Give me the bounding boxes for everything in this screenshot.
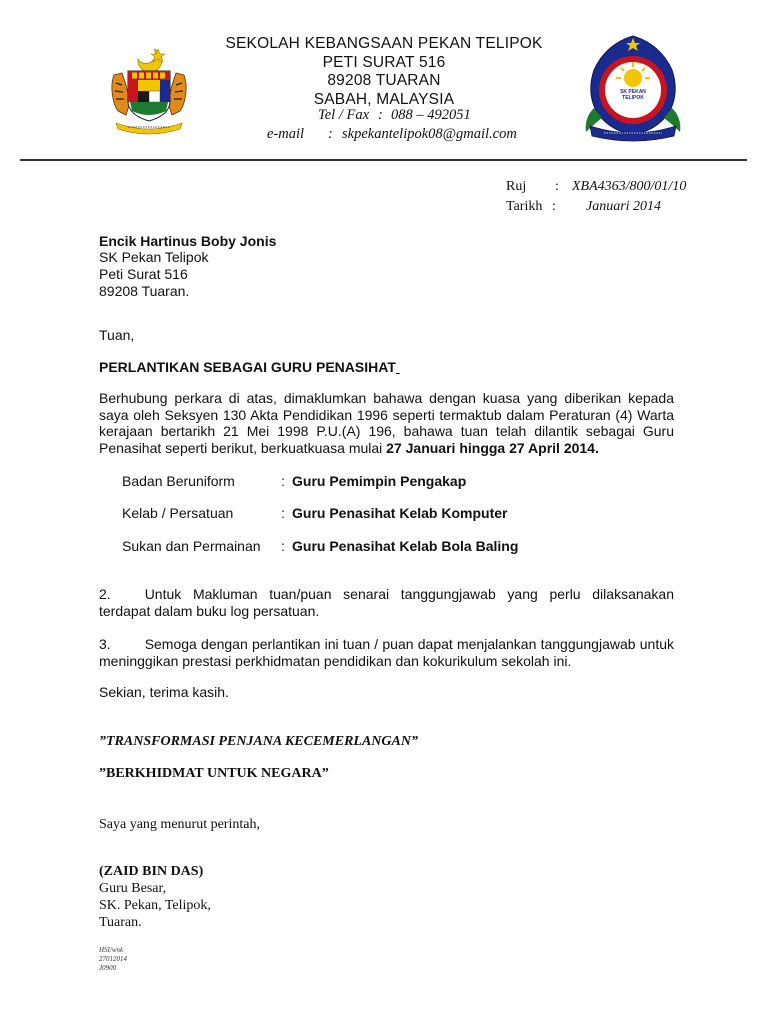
recipient-line-2: Peti Surat 516 (99, 266, 188, 282)
email-address: skpekantelipok08@gmail.com (342, 126, 517, 142)
appointment-label: Sukan dan Permainan (122, 538, 261, 554)
recipient-line-3: 89208 Tuaran. (99, 283, 190, 299)
signature-intro: Saya yang menurut perintah, (99, 817, 260, 832)
footer-ref-2: 27012014 (99, 955, 127, 963)
appointment-separator: : (281, 538, 285, 554)
appointment-separator: : (281, 473, 285, 489)
signatory-title: Guru Besar, (99, 881, 167, 896)
footer-ref-3: J0900 (99, 964, 117, 972)
tarikh-label: Tarikh (506, 199, 543, 214)
appointment-value: Guru Penasihat Kelab Bola Baling (292, 538, 519, 554)
school-crest-text: SK PEKAN TELIPOK (620, 89, 646, 101)
email-separator: : (328, 126, 333, 142)
tel-separator: : (378, 107, 383, 123)
slogan-transformasi: ”TRANSFORMASI PENJANA KECEMERLANGAN” (99, 734, 418, 749)
appointment-separator: : (281, 505, 285, 521)
signatory-school: SK. Pekan, Telipok, (99, 898, 211, 913)
address-line-2: 89208 TUARAN (327, 72, 441, 89)
recipient-line-1: SK Pekan Telipok (99, 249, 209, 265)
slogan-berkhidmat: ”BERKHIDMAT UNTUK NEGARA” (99, 766, 329, 781)
school-name: SEKOLAH KEBANGSAAN PEKAN TELIPOK (225, 35, 543, 52)
ruj-value: XBA4363/800/01/10 (572, 179, 687, 194)
appointment-value: Guru Pemimpin Pengakap (292, 473, 467, 489)
body-paragraph-3: 3. Semoga dengan perlantikan ini tuan / puan dapat menjalankan tanggungjawab untuk meninggikan prestasi perkhidmatan pendidikan dan kokurikulum sekolah ini. (99, 636, 674, 669)
body-paragraph-2: 2. Untuk Makluman tuan/puan senarai tanggungjawab yang perlu dilaksanakan terdapat dalam buku log persatuan. (99, 586, 674, 619)
tel-label: Tel / Fax (318, 107, 370, 123)
ruj-separator: : (555, 179, 559, 194)
signatory-town: Tuaran. (99, 915, 142, 930)
body-paragraph-1: Berhubung perkara di atas, dimaklumkan bahawa dengan kuasa yang diberikan kepada saya oleh Seksyen 130 Akta Pendidikan 1996 seperti termaktub dalam Peraturan (4) Warta kerajaan bertarikh 21 Mei 1998 P.U.(A) 196, bahawa tuan telah dilantik sebagai Guru Penasihat seperti berikut, berkuatkuasa mulai 27 Januari hingga 27 April 2014. (99, 390, 674, 456)
appointment-label: Badan Beruniform (122, 473, 235, 489)
tel-value: 088 – 492051 (391, 107, 471, 123)
recipient-name: Encik Hartinus Boby Jonis (99, 233, 277, 249)
appointment-value: Guru Penasihat Kelab Komputer (292, 505, 508, 521)
address-line-1: PETI SURAT 516 (322, 54, 446, 71)
subject-heading: PERLANTIKAN SEBAGAI GURU PENASIHAT (99, 359, 396, 375)
ruj-label: Ruj (506, 179, 527, 194)
letterhead-divider (20, 159, 747, 161)
tarikh-value: Januari 2014 (586, 199, 662, 214)
address-line-3: SABAH, MALAYSIA (313, 91, 455, 108)
footer-ref-1: HSI/wnk (99, 946, 124, 954)
appointment-label: Kelab / Persatuan (122, 505, 234, 521)
signatory-name: (ZAID BIN DAS) (99, 864, 204, 879)
closing-remark: Sekian, terima kasih. (99, 684, 229, 700)
salutation: Tuan, (99, 327, 135, 343)
effective-date: 27 Januari hingga 27 April 2014. (386, 439, 599, 456)
tarikh-separator: : (552, 199, 556, 214)
email-label: e-mail (267, 126, 305, 142)
